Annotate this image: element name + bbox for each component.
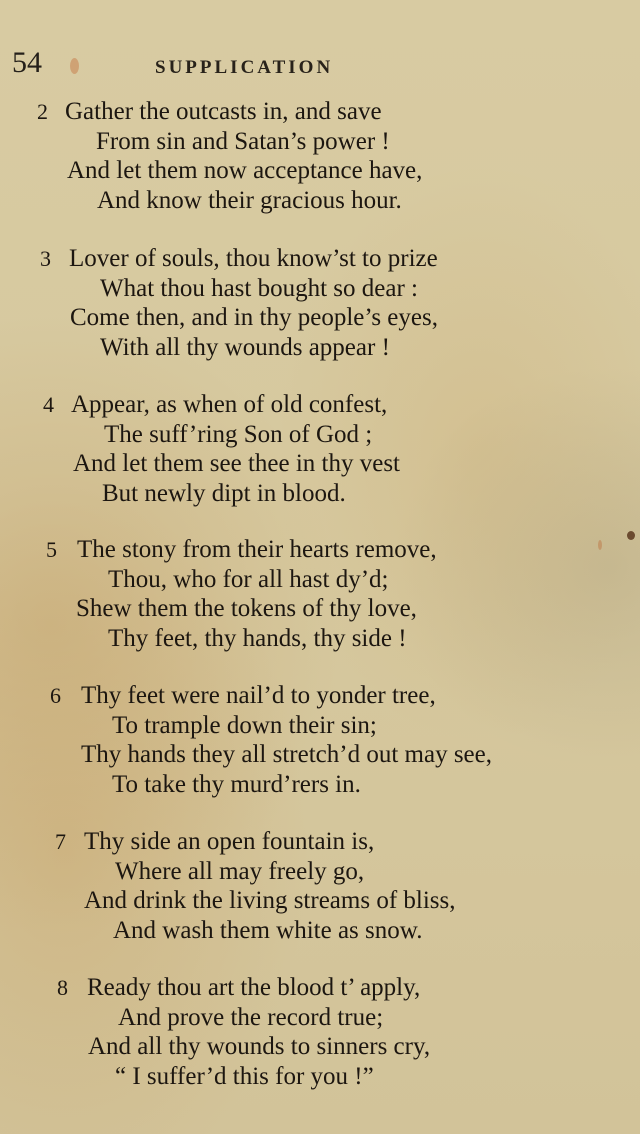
verse-line: And prove the record true;	[118, 1003, 384, 1031]
verse-line: The stony from their hearts remove,	[77, 536, 437, 563]
verse-line: And drink the living streams of bliss,	[84, 887, 456, 914]
stanza-number: 2	[37, 99, 48, 124]
verse-line: And let them see thee in thy vest	[73, 450, 401, 477]
verse-line: Shew them the tokens of thy love,	[76, 595, 417, 622]
verse-line: “ I suffer’d this for you !”	[115, 1062, 374, 1090]
verse-line: What thou hast bought so dear :	[100, 274, 418, 302]
verse-line: And wash them white as snow.	[113, 916, 423, 944]
verse-line: With all thy wounds appear !	[100, 333, 390, 361]
verse-line: And let them now acceptance have,	[67, 157, 423, 184]
stanza-number: 8	[57, 975, 68, 1000]
verse-line: Thy hands they all stretch’d out may see,	[81, 741, 492, 768]
verse-line: Thy feet were nail’d to yonder tree,	[81, 682, 436, 709]
stanza-number: 7	[55, 829, 66, 854]
verse-line: But newly dipt in blood.	[102, 479, 346, 507]
page-number: 54	[12, 46, 42, 79]
verse-line: The suff’ring Son of God ;	[104, 420, 373, 448]
verse-line: Gather the outcasts in, and save	[65, 98, 382, 125]
verse-line: Come then, and in thy people’s eyes,	[70, 304, 438, 331]
verse-line: Lover of souls, thou know’st to prize	[69, 245, 438, 272]
paper-stain	[598, 540, 602, 550]
verse-line: From sin and Satan’s power !	[96, 127, 390, 155]
paper-stain	[70, 58, 79, 74]
verse-line: Where all may freely go,	[115, 857, 365, 885]
stanza-number: 3	[40, 246, 51, 271]
verse-line: To take thy murd’rers in.	[112, 770, 361, 798]
verse-line: Thy side an open fountain is,	[84, 828, 375, 855]
verse-line: Thou, who for all hast dy’d;	[108, 565, 389, 593]
running-head: SUPPLICATION	[155, 57, 334, 78]
verse-line: Thy feet, thy hands, thy side !	[108, 624, 407, 652]
verse-line: Appear, as when of old confest,	[71, 391, 388, 418]
verse-line: To trample down their sin;	[112, 711, 377, 739]
stanza-number: 4	[43, 392, 54, 417]
verse-line: Ready thou art the blood t’ apply,	[87, 974, 421, 1001]
stanza-number: 6	[50, 683, 61, 708]
verse-line: And know their gracious hour.	[97, 186, 402, 214]
paper-stain	[627, 531, 635, 540]
verse-line: And all thy wounds to sinners cry,	[88, 1033, 431, 1060]
stanza-number: 5	[46, 537, 57, 562]
